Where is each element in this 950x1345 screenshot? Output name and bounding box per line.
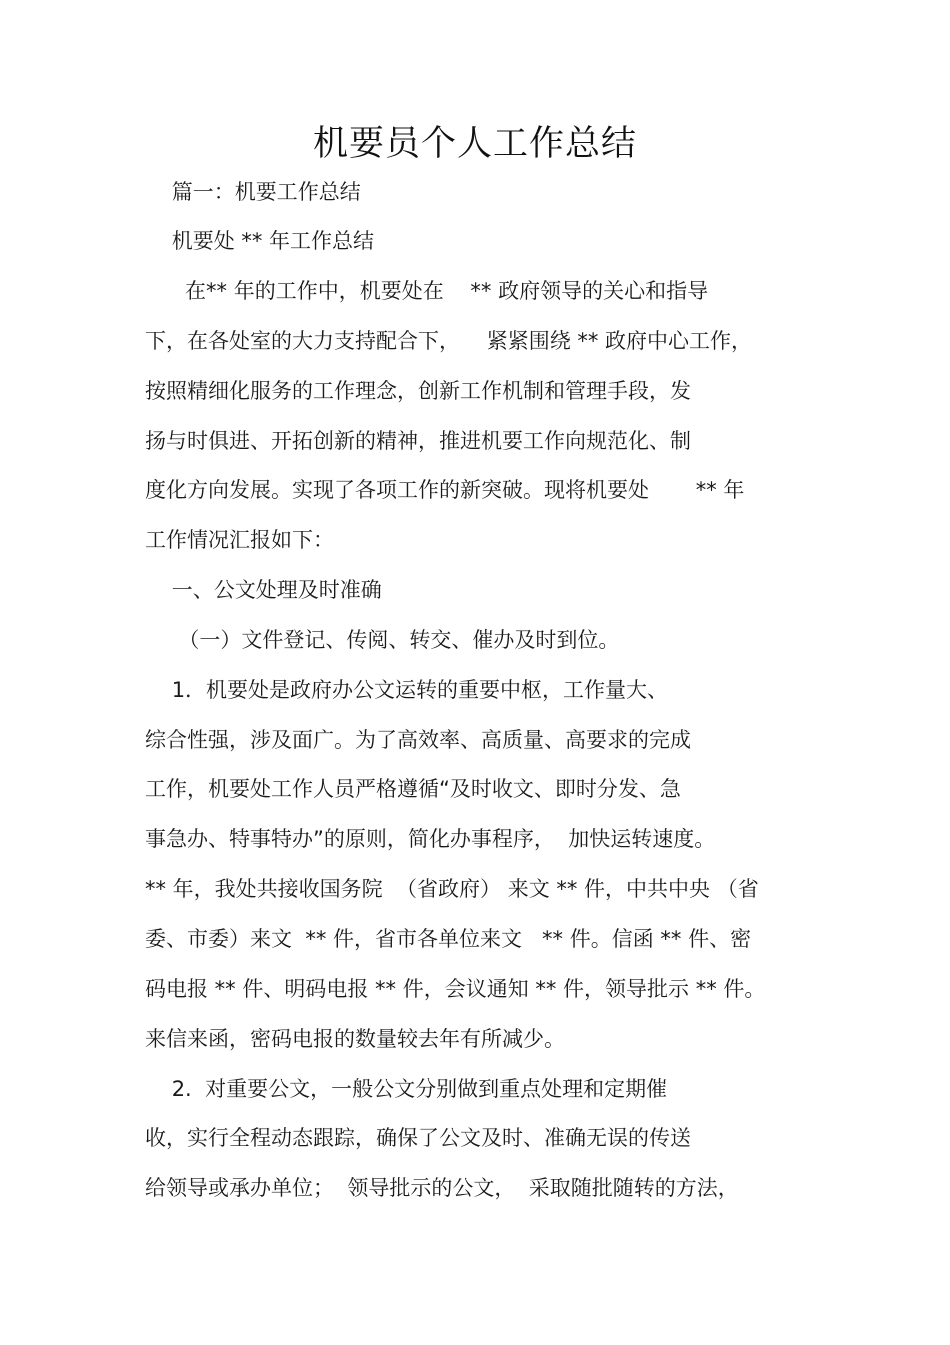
text-line: 机要处 ** 年工作总结	[145, 229, 375, 253]
text-line: 委、市委）来文 ** 件，省市各单位来文 ** 件。信函 ** 件、密	[145, 927, 752, 951]
text-line: 度化方向发展。实现了各项工作的新突破。现将机要处 ** 年	[145, 478, 745, 502]
text-line: 来信来函，密码电报的数量较去年有所减少。	[145, 1027, 565, 1051]
text-line: ** 年，我处共接收国务院 （省政府） 来文 ** 件，中共中央 （省	[145, 877, 759, 901]
document-title: 机要员个人工作总结	[312, 124, 637, 164]
text-line: 在** 年的工作中，机要处在 ** 政府领导的关心和指导	[145, 279, 709, 303]
text-line: 工作，机要处工作人员严格遵循“及时收文、即时分发、急	[145, 777, 681, 801]
text-line: 1．机要处是政府办公文运转的重要中枢，工作量大、	[145, 678, 669, 702]
text-line: 给领导或承办单位； 领导批示的公文， 采取随批随转的方法，	[145, 1176, 739, 1200]
text-line: 综合性强，涉及面广。为了高效率、高质量、高要求的完成	[145, 728, 691, 752]
text-line: 扬与时俱进、开拓创新的精神，推进机要工作向规范化、制	[145, 429, 691, 453]
text-line: 一、公文处理及时准确	[145, 578, 382, 602]
text-line: 篇一：机要工作总结	[145, 180, 361, 204]
text-line: 事急办、特事特办”的原则，简化办事程序， 加快运转速度。	[145, 827, 716, 851]
text-line: 工作情况汇报如下：	[145, 528, 334, 552]
text-line: 收，实行全程动态跟踪，确保了公文及时、准确无误的传送	[145, 1126, 691, 1150]
text-line: 下，在各处室的大力支持配合下， 紧紧围绕 ** 政府中心工作，	[145, 329, 753, 353]
text-line: 码电报 ** 件、明码电报 ** 件，会议通知 ** 件，领导批示 ** 件。	[145, 977, 766, 1001]
text-line: 按照精细化服务的工作理念，创新工作机制和管理手段，发	[145, 379, 691, 403]
text-line: 2. 对重要公文，一般公文分别做到重点处理和定期催	[145, 1077, 668, 1101]
text-line: （一）文件登记、传阅、转交、催办及时到位。	[145, 628, 620, 652]
